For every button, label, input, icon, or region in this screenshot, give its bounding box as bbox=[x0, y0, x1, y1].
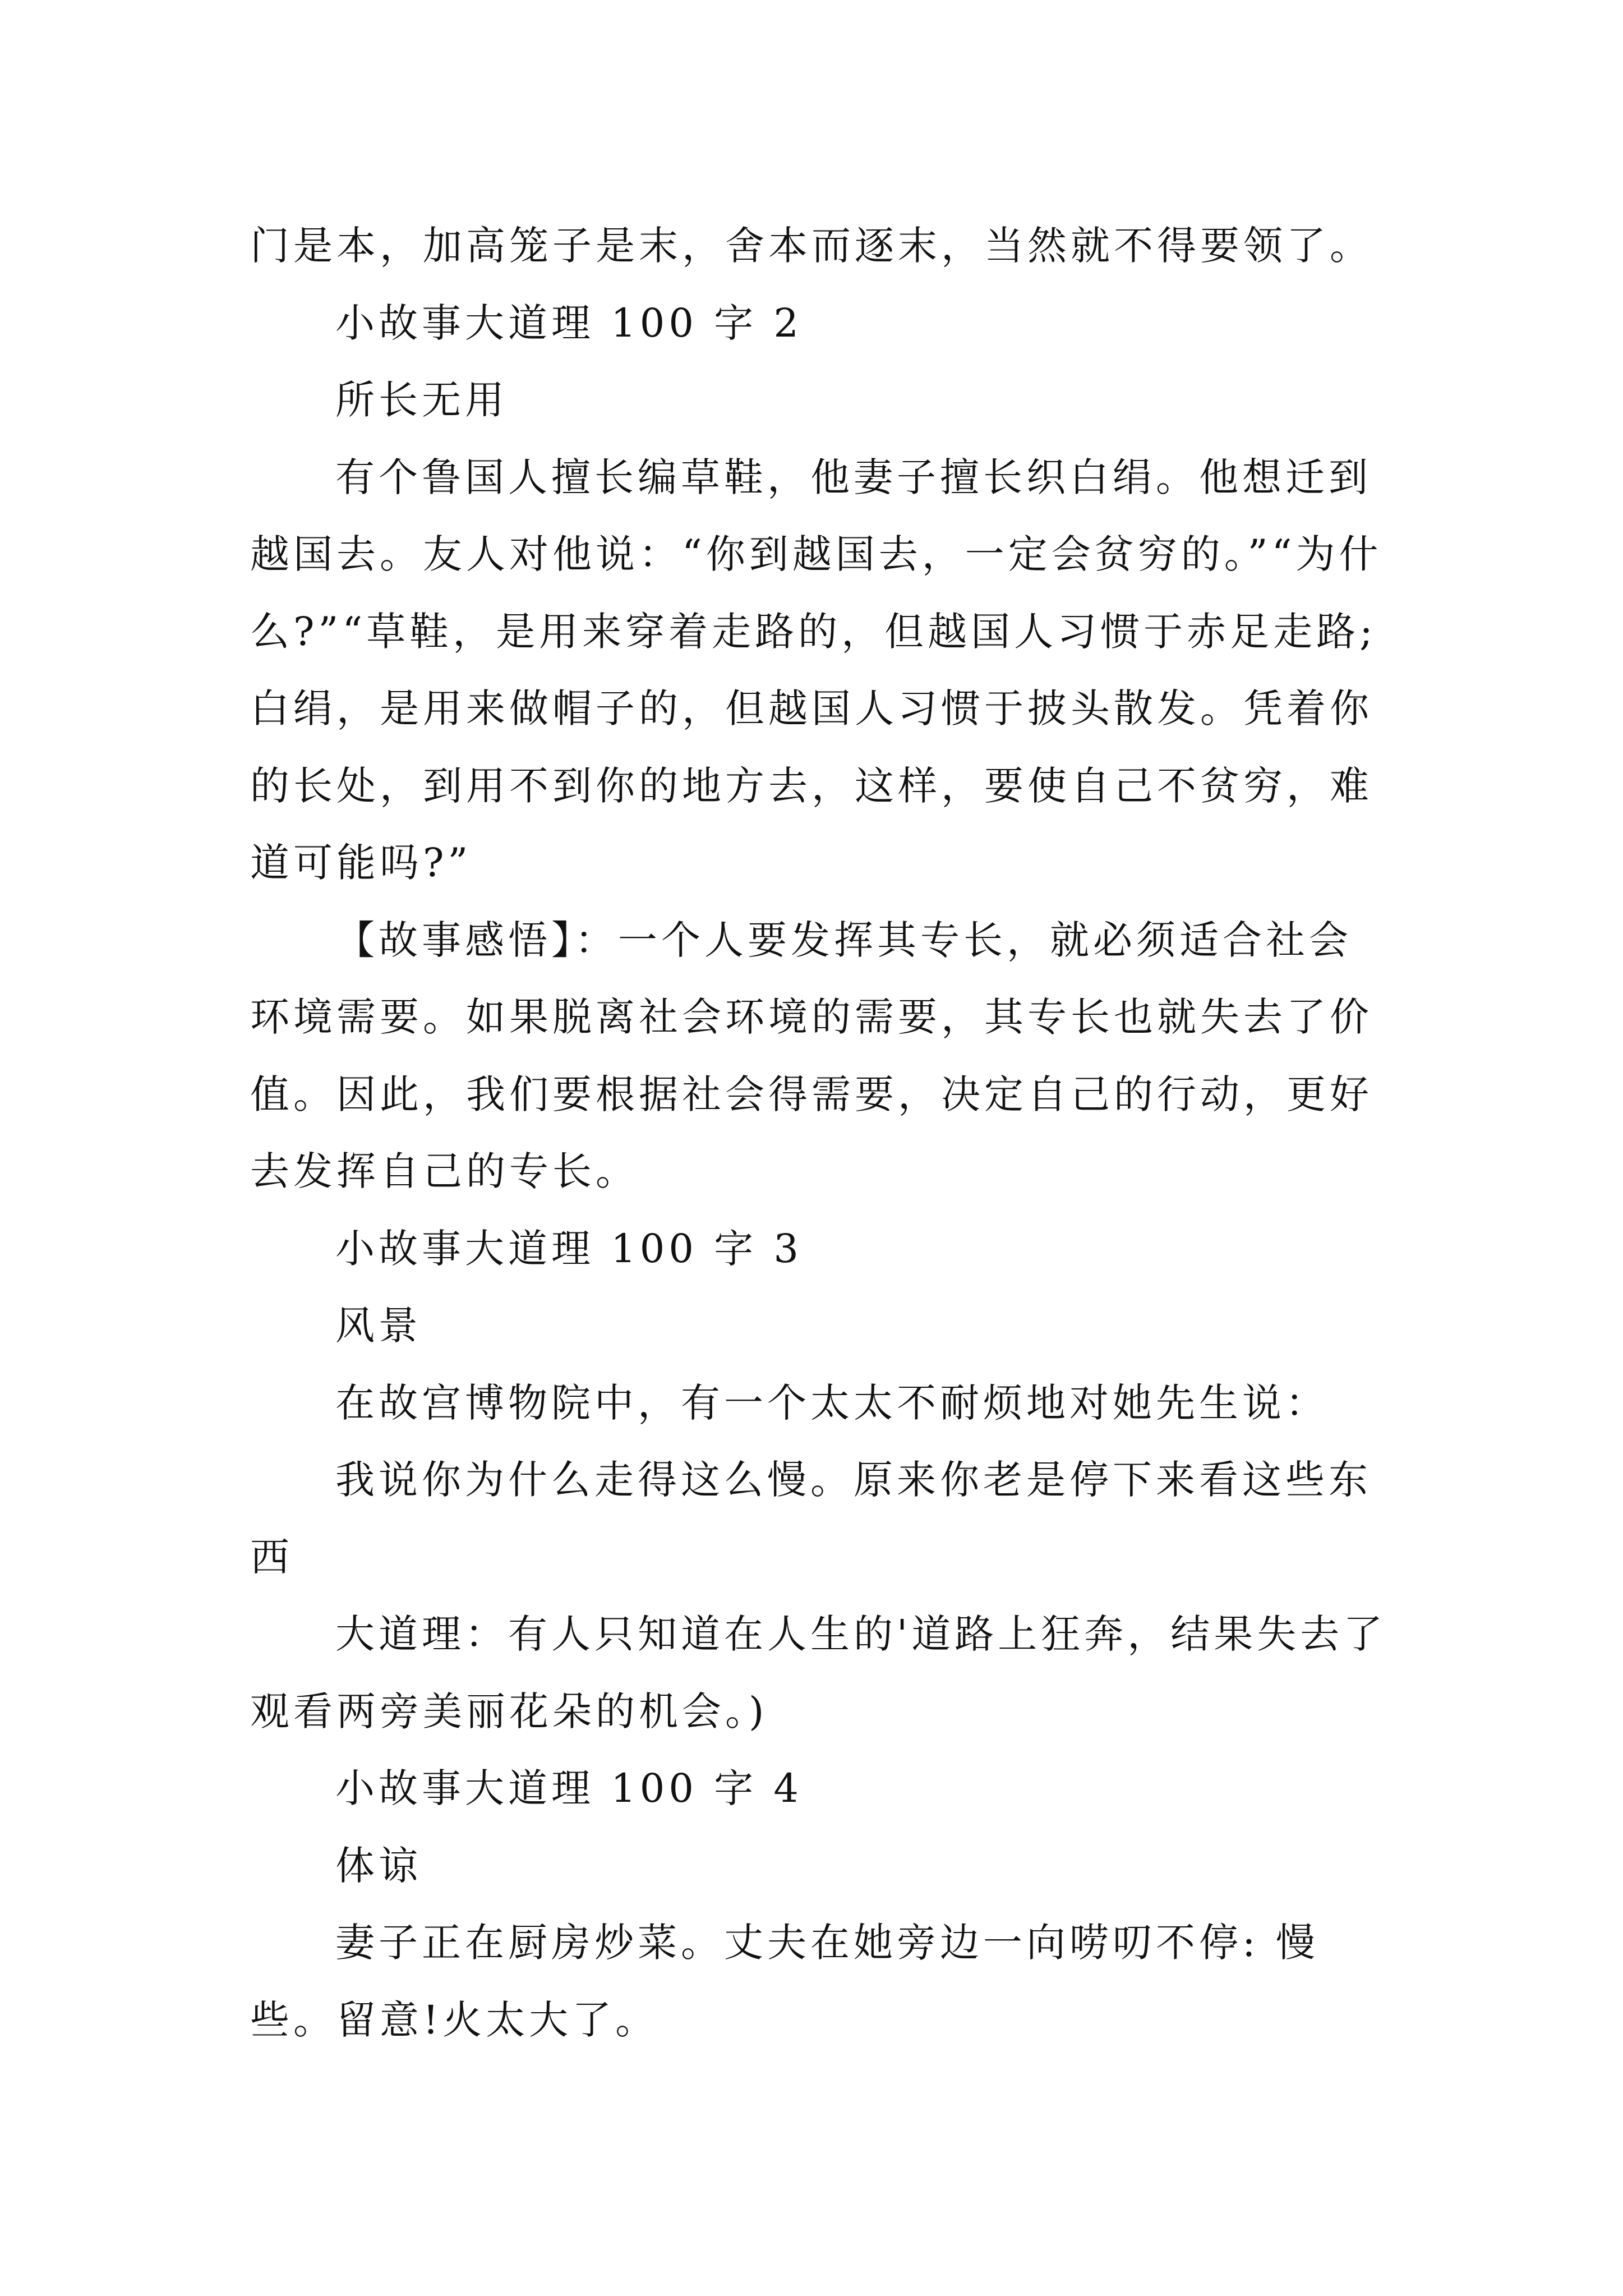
section-heading-2: 小故事大道理 100 字 2 bbox=[335, 300, 803, 346]
story-insight-2: 【故事感悟】：一个人要发挥其专长，就必须适合社会环境需要。如果脱离社会环境的需要，其专长也就失去了价值。因此，我们要根据社会得需要，决定自己的行动，更好去发挥自己的专长。 bbox=[250, 917, 1373, 1194]
paragraph-1: 门是本，加高笼子是末，舍本而逐末，当然就不得要领了。 bbox=[250, 223, 1373, 269]
story-title-4: 体谅 bbox=[335, 1842, 422, 1889]
section-heading-3: 小故事大道理 100 字 3 bbox=[335, 1225, 803, 1272]
story-body-3b: 我说你为什么走得这么慢。原来你老是停下来看这些东西 bbox=[250, 1457, 1372, 1580]
story-moral-3: 大道理：有人只知道在人生的'道路上狂奔，结果失去了观看两旁美丽花朵的机会。) bbox=[250, 1611, 1387, 1734]
story-title-2: 所长无用 bbox=[335, 377, 508, 423]
story-body-3a: 在故宫博物院中，有一个太太不耐烦地对她先生说： bbox=[335, 1379, 1329, 1426]
story-body-4: 妻子正在厨房炒菜。丈夫在她旁边一向唠叨不停: 慢些。留意!火太大了。 bbox=[250, 1920, 1319, 2043]
story-title-3: 风景 bbox=[335, 1303, 422, 1349]
section-heading-4: 小故事大道理 100 字 4 bbox=[335, 1765, 803, 1811]
story-body-2: 有个鲁国人擅长编草鞋，他妻子擅长织白绢。他想迁到越国去。友人对他说：“你到越国去，一定会贫穷的。”“为什么?”“草鞋，是用来穿着走路的，但越国人习惯于赤足走路;白绢，是用来做帽子的，但越国人习惯于披头散发。凭着你的长处，到用不到你的地方去，这样，要使自己不贫穷，难道可能吗?” bbox=[250, 454, 1382, 886]
document-body bbox=[250, 208, 1394, 2059]
